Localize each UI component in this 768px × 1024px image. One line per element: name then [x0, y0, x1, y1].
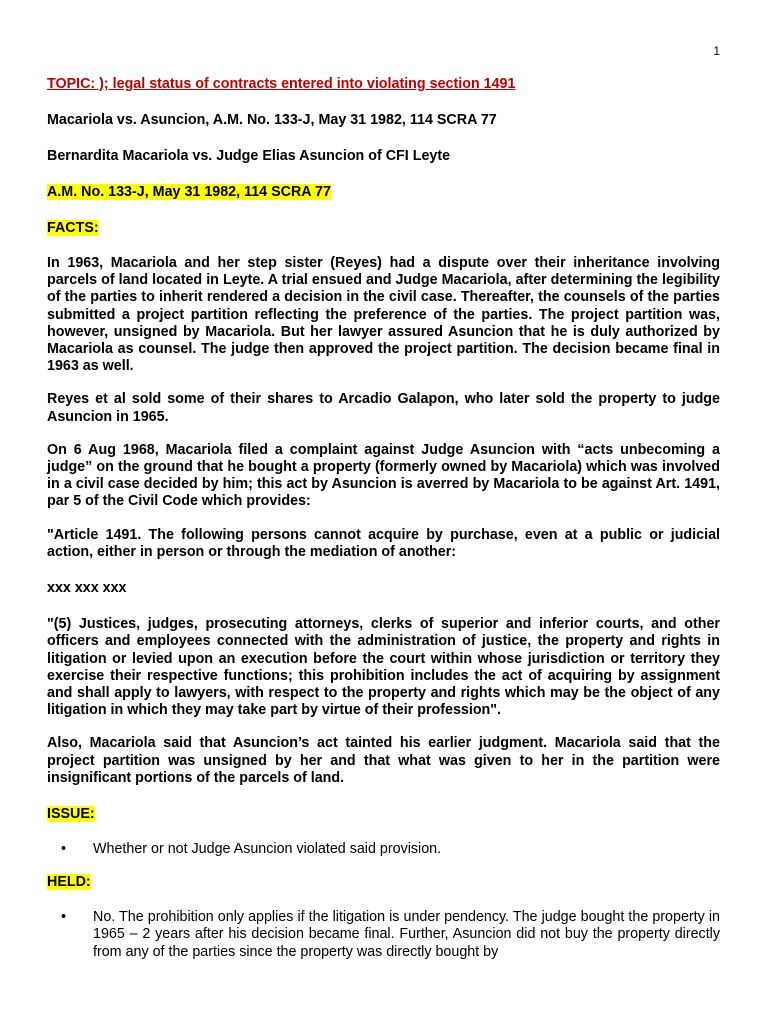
- issue-heading-label: ISSUE:: [47, 806, 95, 823]
- list-item: [47, 841, 720, 858]
- held-list: [47, 909, 720, 961]
- list-item: [47, 909, 720, 961]
- case-short-title: Macariola vs. Asuncion, A.M. No. 133-J, May 31 1982, 114 SCRA 77: [47, 112, 497, 128]
- document-body: [47, 76, 720, 977]
- case-full-title: Bernardita Macariola vs. Judge Elias Asuncion of CFI Leyte: [47, 148, 451, 164]
- citation-highlight: A.M. No. 133-J, May 31 1982, 114 SCRA 77: [47, 184, 331, 200]
- facts-heading: [47, 220, 720, 237]
- topic-line: TOPIC: ); legal status of contracts entered into violating section 1491: [47, 76, 516, 92]
- facts-paragraph-3: On 6 Aug 1968, Macariola filed a complaint against Judge Asuncion with “acts unbecoming a judge” on the ground that he bought a property (formerly owned by Macariola) which was involved in a civil case decided by him; this act by Asuncion is averred by Macariola to be against Art. 1491, par 5 of the Civil Code which provides:: [47, 441, 720, 510]
- citation-line: [47, 184, 720, 201]
- paragraph-5-quote: "(5) Justices, judges, prosecuting attorneys, clerks of superior and inferior courts, and other officers and employees connected with the administration of justice, the property and rights in litigation or levied upon an execution before the court within whose jurisdiction or territory they exercise their respective functions; this prohibition includes the act of acquiring by assignment and shall apply to lawyers, with respect to the property and rights which may be the object of any litigation in which they may take part by virtue of their profession".: [47, 616, 720, 719]
- issue-text: Whether or not Judge Asuncion violated said provision.: [93, 841, 442, 858]
- ellipsis-line: xxx xxx xxx: [47, 580, 127, 597]
- issue-list: [47, 841, 720, 858]
- bullet-icon: •: [61, 909, 67, 926]
- facts-paragraph-also: Also, Macariola said that Asuncion’s act tainted his earlier judgment. Macariola said that the project partition was unsigned by her and that what was given to her in the partition were insignificant portions of the parcels of land.: [47, 735, 720, 786]
- held-text: No. The prohibition only applies if the litigation is under pendency. The judge bought the property in 1965 – 2 years after his decision became final. Further, Asuncion did not buy the property directly from any of the parties since the property was directly bought by: [93, 909, 720, 960]
- held-heading: [47, 874, 720, 891]
- held-heading-label: HELD:: [47, 874, 91, 891]
- facts-paragraph-1: In 1963, Macariola and her step sister (Reyes) had a dispute over their inheritance involving parcels of land located in Leyte. A trial ensued and Judge Macariola, after determining the legibility of the parties to inherit rendered a decision in the civil case. Thereafter, the counsels of the parties submitted a project partition reflecting the preference of the parties. The project partition was, however, unsigned by Macariola. But her lawyer assured Asuncion that he is duly authorized by Macariola as counsel. The judge then approved the project partition. The decision became final in 1963 as well.: [47, 255, 720, 375]
- facts-heading-label: FACTS:: [47, 220, 99, 236]
- page-number: 1: [713, 44, 720, 58]
- bullet-icon: •: [61, 841, 67, 858]
- facts-paragraph-2: Reyes et al sold some of their shares to Arcadio Galapon, who later sold the property to judge Asuncion in 1965.: [47, 391, 720, 425]
- issue-heading: [47, 806, 720, 823]
- article-quote: "Article 1491. The following persons cannot acquire by purchase, even at a public or judicial action, either in person or through the mediation of another:: [47, 526, 720, 560]
